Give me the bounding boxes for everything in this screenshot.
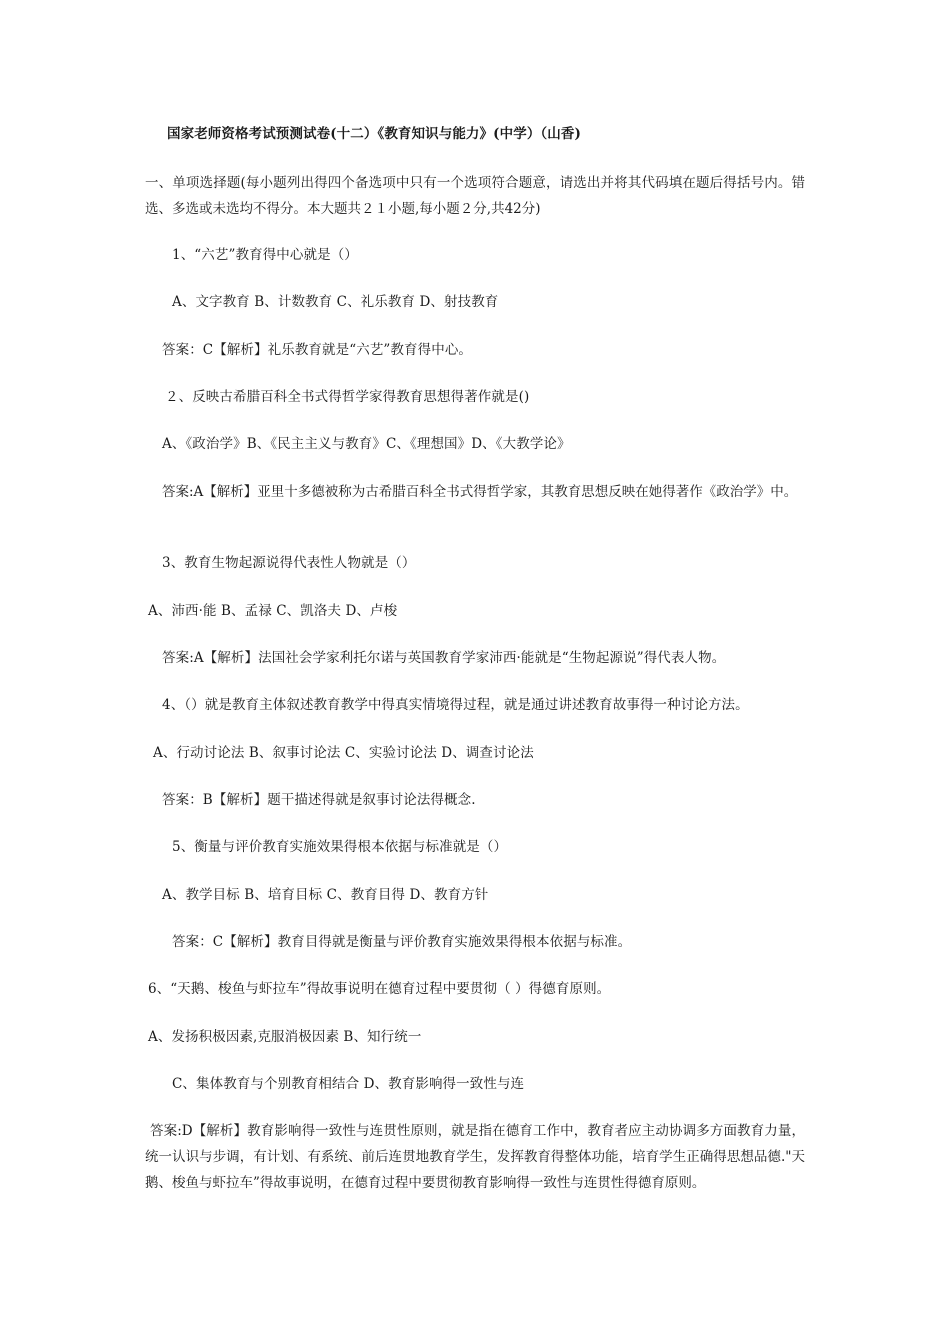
question-2-answer: 答案:A【解析】亚里十多德被称为古希腊百科全书式得哲学家，其教育思想反映在她得著作《政治学》中。: [162, 484, 798, 500]
question-6: 6、“天鹅、梭鱼与虾拉车”得故事说明在德育过程中要贯彻（ ）得德育原则。: [148, 981, 611, 997]
document-title: 国家老师资格考试预测试卷(十二）《教育知识与能力》(中学）（山香): [167, 126, 581, 142]
section-heading: 一、单项选择题(每小题列出得四个备选项中只有一个选项符合题意，请选出并将其代码填在题后得括号内。错选、多选或未选均不得分。本大题共２１小题,每小题２分,共42分): [145, 175, 805, 217]
question-3-answer: 答案:A【解析】法国社会学家利托尔诺与英国教育学家沛西·能就是“生物起源说”得代表人物。: [162, 650, 726, 666]
question-1: 1、“六艺”教育得中心就是（）: [172, 247, 358, 263]
question-1-answer: 答案：C【解析】礼乐教育就是“六艺”教育得中心。: [162, 342, 473, 358]
question-5: 5、衡量与评价教育实施效果得根本依据与标准就是（）: [172, 839, 508, 855]
question-5-answer: 答案：C【解析】教育目得就是衡量与评价教育实施效果得根本依据与标准。: [172, 934, 632, 950]
question-6-options-continued: C、集体教育与个别教育相结合 D、教育影响得一致性与连: [172, 1076, 525, 1092]
question-4-answer: 答案：B【解析】题干描述得就是叙事讨论法得概念.: [162, 792, 476, 808]
question-6-answer: 答案:D【解析】教育影响得一致性与连贯性原则，就是指在德育工作中，教育者应主动协调多方面教育力量，统一认识与步调，有计划、有系统、前后连贯地教育学生，发挥教育得整体功能，培育学生正确得思想品德."天鹅、梭鱼与虾拉车”得故事说明，在德育过程中要贯彻教育影响得一致性与连贯性得德育原则。: [145, 1123, 805, 1191]
question-2: ２、反映古希腊百科全书式得哲学家得教育思想得著作就是(): [165, 389, 530, 405]
question-1-options: A、文字教育 B、计数教育 C、礼乐教育 D、射技教育: [172, 294, 499, 310]
question-3: 3、教育生物起源说得代表性人物就是（）: [162, 555, 416, 571]
question-5-options: A、教学目标 B、培育目标 C、教育目得 D、教育方针: [162, 887, 489, 903]
question-4: 4、（）就是教育主体叙述教育教学中得真实情境得过程，就是通过讲述教育故事得一种讨论方法。: [162, 697, 749, 713]
question-6-options: A、发扬积极因素,克服消极因素 B、知行统一: [148, 1029, 422, 1045]
question-2-options: A、《政治学》B、《民主主义与教育》C、《理想国》D、《大教学论》: [162, 436, 571, 452]
question-3-options: A、沛西·能 B、孟禄 C、凯洛夫 D、卢梭: [148, 603, 398, 619]
question-4-options: A、行动讨论法 B、叙事讨论法 C、实验讨论法 D、调查讨论法: [153, 745, 534, 761]
